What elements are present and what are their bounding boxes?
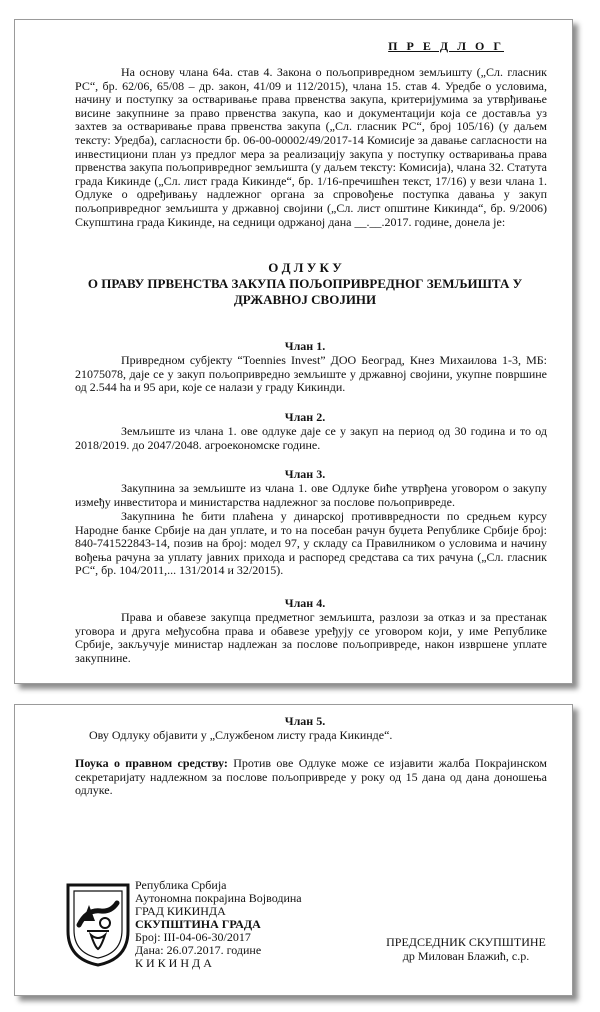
- article-2-heading: Члан 2.: [284, 410, 326, 424]
- article-5-text: Ову Одлуку објавити у „Службеном листу града Кикинде“.: [89, 728, 393, 742]
- signature-title: ПРЕДСЕДНИК СКУПШТИНЕ: [386, 935, 546, 949]
- stamp-number: Број: III-04-06-30/2017: [135, 930, 251, 944]
- article-2-text: Земљиште из члана 1. ове одлуке даје се у закуп на период од 30 година и то од 2018/2019. до 2047/2048. агроекономске године.: [75, 424, 547, 452]
- article-4-text: Права и обавезе закупца предметног земљишта, разлози за отказ и за престанак уговора и друга међусобна права и обавезе уређују се уговором који, у име Републике Србије, закључује министар надлежан за послове пољопривреде, након извршене уплате закупнине.: [75, 610, 547, 665]
- article-3-text-2: Закупнина ће бити плаћена у динарској противвредности по средњем курсу Народне банке Србије на дан уплате, и то на посебан рачун буџета Републике Србије број: 840-741522843-14, позив на број: модел 97, у складу са Правилником о условима и начину вођења рачуна за уплату јавних прихода и распоред средстава са тих рачуна („Сл. гласник РС“, бр. 104/2011,... 131/2014 и 32/2015).: [75, 509, 547, 578]
- stamp-block: [135, 879, 302, 970]
- signature-name: др Милован Блажић, с.р.: [402, 948, 530, 963]
- article-1-heading: Члан 1.: [284, 339, 326, 353]
- stamp-province: Аутономна покрајина Војводина: [135, 891, 302, 905]
- decision-subtitle-line1: О ПРАВУ ПРВЕНСТВА ЗАКУПА ПОЉОПРИВРЕДНОГ ЗЕМЉИШТА У: [87, 276, 523, 291]
- stamp-republic: Република Србија: [135, 878, 227, 892]
- proposal-header: П Р Е Д Л О Г: [388, 39, 504, 53]
- stamp-city: ГРАД КИКИНДА: [135, 904, 226, 918]
- stamp-assembly: СКУПШТИНА ГРАДА: [135, 917, 261, 931]
- preamble: На основу члана 64а. став 4. Закона о пољопривредном земљишту („Сл. гласник РС“, бр. 62/06, 65/08 – др. закон, 41/09 и 112/2015), члана 15. став 4. Уредбе о условима, начину и поступку за остваривање права првенства закупа, критеријумима за утврђивање висине закупнине за право првенства закупа, као и документацији која се доставља уз захтев за остваривање права првенства закупа („Сл. гласник РС“, број 105/16) (у даљем тексту: Уредба), сагласности бр. 06-00-00002/49/2017-14 Комисије за давање сагласности на инвестициони план уз предлог мера за реализацију закупа у поступку остваривања права првенства закупа пољопривредног земљишта (у даљем тексту: Комисија), члана 32. Статута града Кикинде („Сл. лист града Кикинде“, бр. 1/16-пречишћен текст, 17/16) у вези члана 1. Одлуке о одређивању надлежног органа за спровођење поступка давања у закуп пољопривредног земљишта у државној својини („Сл. лист општине Кикинда“, бр. 9/2006) Скупштина града Кикинде, на седници одржаној дана __.__.2017. године, донела је:: [75, 65, 547, 229]
- legal-remedy-text: Против ове Одлуке може се изјавити жалба Покрајинском секретаријату надлежном за послове пољопривреде у року од 15 дана од дана доношења одлуке.: [75, 756, 548, 798]
- signature-block: [371, 936, 561, 963]
- article-1-text: Привредном субјекту “Toennies Invest” ДОО Београд, Кнез Михаилова 1-3, МБ: 21075078, даје се у закуп пољопривредно земљиште у државној својини, укупне површине од 2.544 ha и 95 ари, које се налази у граду Кикинди.: [75, 353, 547, 395]
- legal-remedy-label: Поука о правном средству:: [75, 756, 228, 770]
- stamp-date: Дана: 26.07.2017. године: [135, 943, 262, 957]
- article-3-text-1: Закупнина за земљиште из члана 1. ове Одлуке биће утврђена уговором о закупу између инвеститора и министарства надлежног за послове пољопривреде.: [75, 481, 547, 509]
- legal-remedy: [75, 757, 547, 798]
- decision-title-block: [55, 260, 555, 308]
- article-4-heading: Члан 4.: [284, 596, 326, 610]
- document-page-1: [14, 19, 573, 684]
- decision-subtitle-line2: ДРЖАВНОЈ СВОЈИНИ: [233, 292, 377, 307]
- stamp-place: К И К И Н Д А: [135, 956, 212, 970]
- article-5-heading: Члан 5.: [284, 714, 326, 728]
- article-3-heading: Члан 3.: [284, 467, 326, 481]
- decision-title: О Д Л У К У: [268, 260, 342, 275]
- document-page-2: [14, 704, 573, 996]
- kikinda-coat-of-arms-icon: [65, 881, 131, 967]
